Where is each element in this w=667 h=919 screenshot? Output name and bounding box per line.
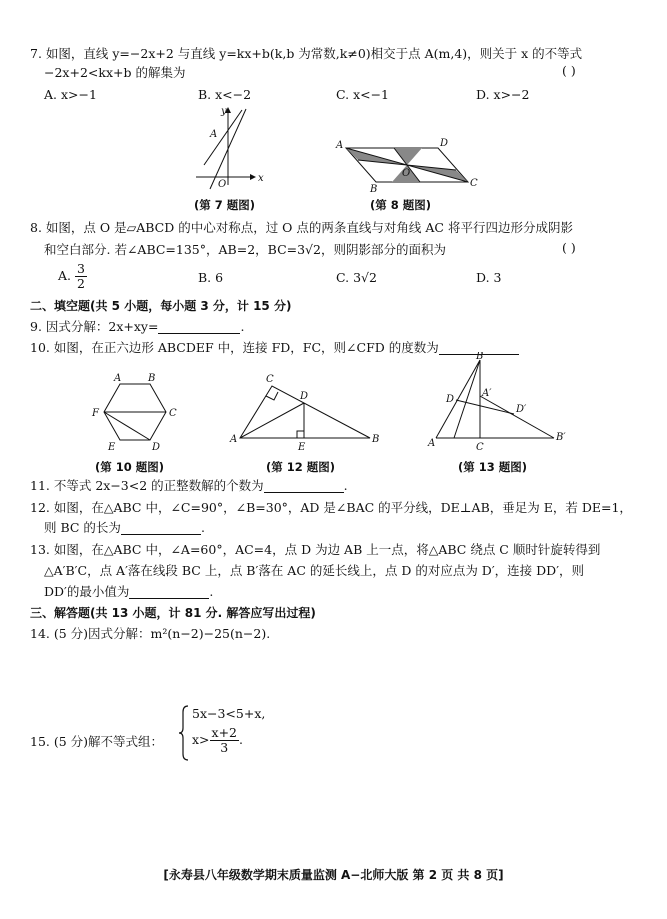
q15-label: 15. (5 分)解不等式组： — [30, 734, 164, 749]
q12-line2: 则 BC 的长为 — [44, 520, 121, 535]
fig12-label-e: E — [298, 442, 306, 453]
fig12-bisector-ad — [240, 403, 304, 438]
q9-text: 9. 因式分解：2x+xy= . — [30, 319, 245, 334]
fig12-label-b: B — [372, 434, 380, 445]
q7-option-d: D. x>−2 — [476, 87, 530, 102]
fig13-label-a1: A′ — [482, 388, 492, 399]
fig7-label-x: x — [258, 173, 264, 184]
fig7-caption: (第 7 题图) — [194, 198, 256, 212]
fig12-label-a: A — [230, 434, 238, 445]
fig7-label-o: O — [218, 179, 227, 190]
q15-numerator: x+2 — [211, 725, 238, 740]
q12-answer-blank — [121, 520, 201, 535]
q15-brace-path — [179, 706, 188, 760]
q11-answer-blank — [264, 478, 344, 493]
q8-option-a-prefix: A. — [58, 268, 72, 283]
q8-option-c: C. 3√2 — [336, 270, 377, 285]
q13-line1: 13. 如图，在△ABC 中，∠A=60°，AC=4，点 D 为边 AB 上一点，将△ABC 绕点 C 顺时针旋转得到 — [30, 542, 601, 557]
q9-stem: 9. 因式分解：2x+xy= — [30, 319, 159, 334]
fig10-label-c: C — [169, 408, 177, 419]
q8-line1: 8. 如图，点 O 是▱ABCD 的中心对称点，过 O 点的两条直线与对角线 AC 将平行四边形分成阴影 — [30, 220, 573, 235]
fig10-label-b: B — [148, 373, 156, 384]
fig13-label-b1: B′ — [556, 432, 566, 443]
fig12-label-c: C — [266, 374, 274, 385]
q8-line2: 和空白部分. 若∠ABC=135°，AB=2，BC=3√2，则阴影部分的面积为 — [44, 242, 446, 257]
q15-inequality-1: 5x−3<5+x, — [192, 706, 266, 721]
figure-7 — [190, 105, 280, 193]
fig13-segment-a1b1 — [480, 396, 554, 438]
q7-option-a: A. x>−1 — [44, 87, 97, 102]
q15-ineq2-suffix: . — [239, 732, 243, 747]
q7-line1: 7. 如图，直线 y=−2x+2 与直线 y=kx+b(k,b 为常数,k≠0)相交于点 A(m,4)，则关于 x 的不等式 — [30, 46, 583, 61]
q7-option-b: B. x<−2 — [198, 87, 252, 102]
q7-line2: −2x+2<kx+b 的解集为 — [44, 65, 186, 80]
section-2-heading: 二、填空题(共 5 小题，每小题 3 分，计 15 分) — [30, 299, 292, 313]
q14-text: 14. (5 分)因式分解：m²(n−2)−25(n−2). — [30, 626, 271, 641]
q7-option-c: C. x<−1 — [336, 87, 390, 102]
figure-12 — [226, 370, 384, 454]
q8-answer-paren: ( ) — [562, 240, 576, 255]
q10-stem: 10. 如图，在正六边形 ABCDEF 中，连接 FD，FC，则∠CFD 的度数为 — [30, 340, 439, 355]
figure-10 — [88, 370, 192, 454]
q15-inequality-2 — [192, 726, 243, 755]
figure-8 — [332, 136, 480, 192]
figure-13 — [426, 352, 572, 454]
q13-line3-row: DD′的最小值为 . — [44, 584, 214, 599]
fig13-label-b: B — [476, 352, 484, 362]
q8-option-a-numerator: 3 — [77, 261, 85, 276]
q12-line2-row: 则 BC 的长为 . — [44, 520, 205, 535]
q15-fraction — [210, 726, 239, 755]
q15-brace — [178, 704, 190, 762]
fig10-label-e: E — [108, 442, 116, 453]
q8-option-a-denominator: 2 — [77, 276, 85, 291]
fig7-label-y: y — [221, 106, 227, 117]
fig8-caption: (第 8 题图) — [370, 198, 432, 212]
fig10-segment-fd — [104, 412, 150, 440]
q8-option-d: D. 3 — [476, 270, 502, 285]
fig7-x-arrow — [250, 174, 256, 180]
fig8-label-o: O — [402, 168, 411, 179]
fig8-label-d: D — [440, 138, 449, 149]
fig7-label-a: A — [210, 129, 218, 140]
q11-stem: 11. 不等式 2x−3<2 的正整数解的个数为 — [30, 478, 264, 493]
page-footer: [永寿县八年级数学期末质量监测 A−北师大版 第 2 页 共 8 页] — [163, 868, 504, 882]
fig10-label-d: D — [152, 442, 161, 453]
q15-ineq2-prefix: x> — [192, 732, 210, 747]
q8-option-a — [58, 262, 87, 291]
fig13-label-d1: D′ — [516, 404, 527, 415]
fig13-caption: (第 13 题图) — [458, 460, 528, 474]
fig10-label-a: A — [114, 373, 122, 384]
fig10-label-f: F — [92, 408, 99, 419]
fig13-label-c: C — [476, 442, 484, 453]
q8-option-a-fraction — [75, 262, 87, 291]
q8-option-b: B. 6 — [198, 270, 224, 285]
fig12-caption: (第 12 题图) — [266, 460, 336, 474]
q13-line3: DD′的最小值为 — [44, 584, 130, 599]
fig8-label-b: B — [370, 184, 378, 192]
fig13-label-a: A — [428, 438, 436, 449]
fig10-caption: (第 10 题图) — [95, 460, 165, 474]
q11-text: 11. 不等式 2x−3<2 的正整数解的个数为 . — [30, 478, 348, 493]
section-3-heading: 三、解答题(共 13 小题，计 81 分. 解答应写出过程) — [30, 606, 316, 620]
q7-answer-paren: ( ) — [562, 63, 576, 78]
fig12-right-angle-e — [297, 431, 304, 438]
q9-answer-blank — [158, 319, 240, 334]
fig13-label-d: D — [446, 394, 455, 405]
q15-denominator: 3 — [220, 740, 229, 755]
q13-answer-blank — [129, 584, 209, 599]
q12-line1: 12. 如图，在△ABC 中，∠C=90°，∠B=30°，AD 是∠BAC 的平分线，DE⊥AB，垂足为 E，若 DE=1， — [30, 500, 632, 515]
q13-line2: △A′B′C，点 A′落在线段 BC 上，点 B′落在 AC 的延长线上，点 D 的对应点为 D′，连接 DD′，则 — [44, 563, 585, 578]
fig8-label-a: A — [336, 140, 344, 151]
fig8-label-c: C — [470, 178, 478, 189]
fig12-label-d: D — [300, 391, 309, 402]
